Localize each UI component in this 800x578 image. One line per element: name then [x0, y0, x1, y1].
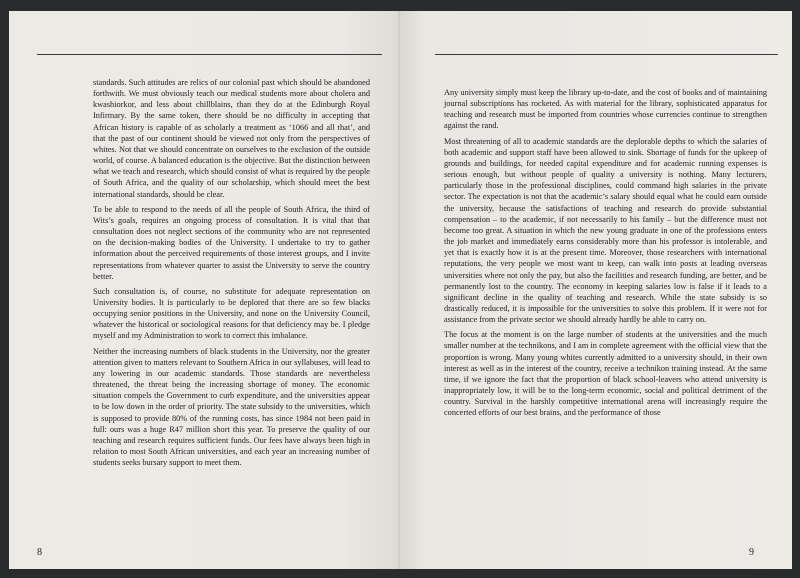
paragraph: standards. Such attitudes are relics of our colonial past which should be abandoned forthwith. We must obviously teach our medical students more about cholera and kwashiorkor, and less about chillblains, than they do at the Edinburgh Royal Infirmary. By the same token, there should be no difficulty in accepting that African history is capable of as scholarly a treatment as ‘1066 and all that’, and that the past of our continent should be viewed not only from the perspectives of whites. Not that we should concentrate on ourselves to the exclusion of the outside world, of course. A balanced education is the objective. But the distinction between what we teach and research, which should consist of what is required by the people of South Africa, and the quality of our scholarship, which should meet the best international standards, should be clear.	[93, 78, 370, 199]
paragraph: Any university simply must keep the library up-to-date, and the cost of books and of maintaining journal subscriptions has rocketed. As with material for the library, sophisticated apparatus for teaching and research must be imported from countries whose currencies continue to strengthen against the rand.	[444, 88, 767, 131]
paragraph: To be able to respond to the needs of all the people of South Africa, the third of Wits’s goals, requires an ongoing process of consultation. It is vital that that consultation does not neglect sections of the community who are not represented on the decision-making bodies of the University. I undertake to try to gather information about the perceived requirements of those interest groups, and I invite representations from whatever quarter to assist the University to serve the country better.	[93, 204, 370, 281]
paragraph: The focus at the moment is on the large number of students at the universities and the much smaller number at the technikons, and I am in complete agreement with the official view that the proportion is wrong. Many young whites currently admitted to a university should, in their own interest as well as in the interest of the country, receive a technikon training instead. At the same time, if we ignore the fact that the proportion of black school-leavers who attend university is inappropriately low, it will be to the long-term economic, social and political detriment of the country. Survival in the harshly competitive international arena will increasingly require the concerted efforts of our best brains, and the performance of those	[444, 330, 767, 418]
page-number: 8	[37, 547, 42, 558]
page-number: 9	[749, 547, 754, 558]
header-rule	[435, 54, 778, 55]
paragraph: Such consultation is, of course, no substitute for adequate representation on University bodies. It is particularly to be deplored that there are so few blacks occupying senior positions in the University, and none on the University Council, whatever the historical or sociological reasons for that deficiency may be. I pledge myself and my Administration to work to correct this imbalance.	[93, 286, 370, 341]
paragraph: Most threatening of all to academic standards are the deplorable depths to which the salaries of both academic and support staff have been allowed to sink. Shortage of funds for the upkeep of grounds and buildings, for needed capital expenditure and for academic running expenses is serious enough, but without people of quality a university is nothing. Many lecturers, particularly those in the professional disciplines, could command high salaries in the private sector. The expectation is not that the academic’s salary should equal what he could earn outside the university, because the satisfactions of teaching and research do provide substantial compensation – to the academic, if not necessarily to his family – but the difference must not become too great. A situation in which the new young graduate in one of the professions enters the job market and immediately earns considerably more than his professor is intolerable, and yet that is exactly how it is at the present time. Moreover, those researchers with international reputations, the very people we most want to keep, can walk into posts at leading overseas universities where not only the pay, but also the facilities and research funding, are better, and be permanently lost to the country. The economy in keeping salaries low is false if it leads to a significant decline in the quality of teaching and research. While the state subsidy is so drastically reduced, it is impossible for the universities to solve this problem. If it were not for assistance from the private sector we should already hardly be able to carry on.	[444, 136, 767, 325]
left-page	[9, 11, 400, 569]
right-page	[400, 11, 792, 569]
left-text-column	[93, 77, 370, 472]
paragraph: Neither the increasing numbers of black students in the University, nor the greater attention given to matters relevant to Southern Africa in our syllabuses, will lead to any lowering in our academic standards. Those standards are nevertheless threatened, the threat being the increasing shortage of money. The economic situation compels the Government to curb expenditure, and the universities appear to be low down in the order of priority. The state subsidy to the universities, which is supposed to provide 80% of the running costs, has since 1984 not been paid in full: ours was a huge R47 million short this year. To preserve the quality of our teaching and research requires sufficient funds. Our fees have always been high in relation to most South African universities, and each year an increasing number of students seeks bursary support to meet them.	[93, 346, 370, 468]
header-rule	[37, 54, 382, 55]
right-text-column	[444, 87, 767, 423]
book-spread	[9, 11, 792, 569]
